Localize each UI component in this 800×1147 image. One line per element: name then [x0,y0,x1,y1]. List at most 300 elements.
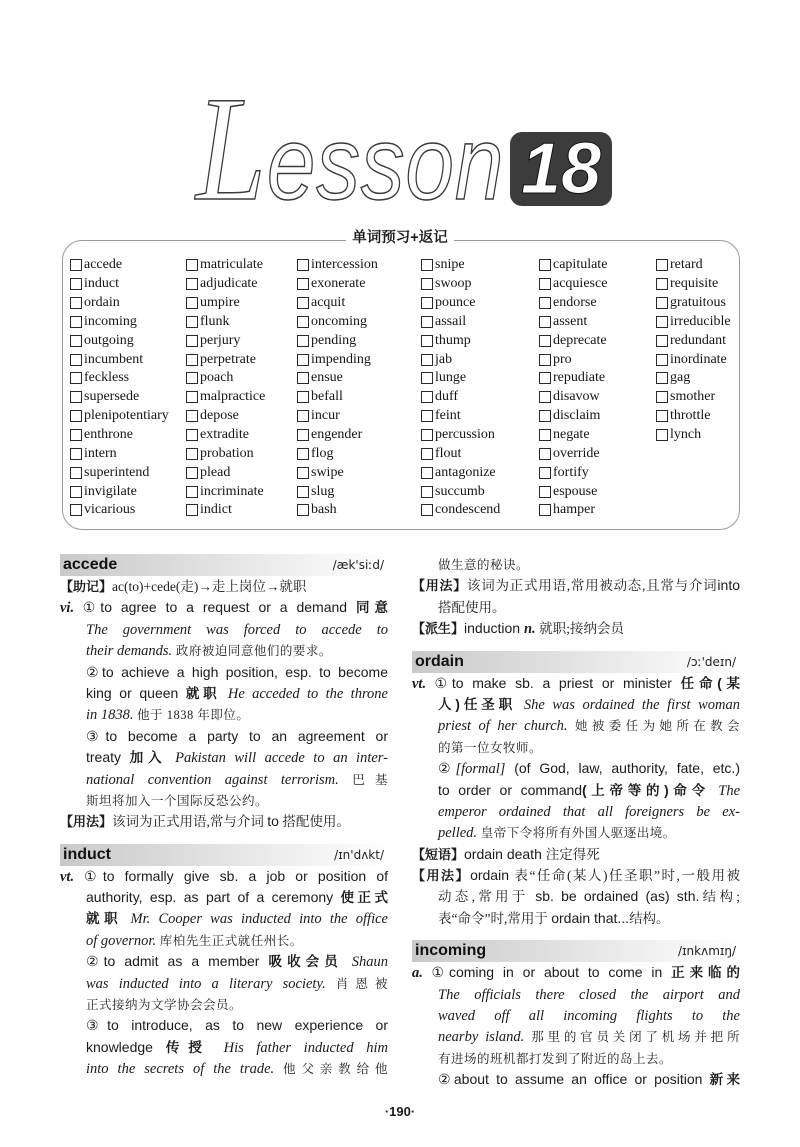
text-line [412,758,740,779]
definition-text: ②to admit as a member [86,953,269,970]
word-item [539,294,656,313]
word-text: pounce [435,295,476,311]
word-column [297,256,421,520]
checkbox-icon [297,372,309,384]
chinese-gloss: 新来 [709,1072,741,1088]
word-text: percussion [435,427,495,443]
text-line [412,984,740,1005]
word-item [656,407,740,426]
example-translation: 斯坦将加入一个国际反恐公约。 [86,793,269,808]
word-text: override [553,445,600,461]
checkbox-icon [656,391,668,403]
pronunciation: /ɔː'deɪn/ [686,654,736,669]
checkbox-icon [539,429,551,441]
checkbox-icon [421,467,433,479]
word-item [421,501,539,520]
word-text: umpire [200,295,240,311]
word-item [70,294,186,313]
word-item [70,331,186,350]
example-translation: 巴基 [352,772,388,787]
word-text: vicarious [84,502,136,518]
word-item [297,369,421,388]
definition-text: (of God, law, authority, fate, etc.) [505,760,740,777]
text-line [60,747,388,768]
example-sentence: Shaun [351,954,388,971]
word-item [421,463,539,482]
word-text: poach [200,370,234,386]
part-of-speech: vi. [60,600,83,617]
word-text: impending [311,351,371,367]
word-text: succumb [435,483,485,499]
example-translation: 那里的官员关闭了机场并把所 [531,1030,740,1045]
word-item [186,294,297,313]
word-item [539,256,656,275]
text-line [60,662,388,683]
word-text: feckless [84,370,130,386]
pronunciation: /æk'siːd/ [332,558,384,572]
example-translation: 政府被迫同意他们的要求。 [175,644,332,659]
word-item [297,256,421,275]
part-of-speech: vt. [60,868,84,885]
checkbox-icon [186,410,198,422]
text-line [412,908,740,929]
word-text: requisite [670,276,719,292]
checkbox-icon [70,297,82,309]
chinese-gloss: 加入 [129,750,176,766]
checkbox-icon [539,504,551,516]
example-sentence: She was ordained the first woman [523,696,740,713]
word-text: hamper [553,502,595,518]
definition-text: ③to introduce, as to new experience or [86,1017,388,1034]
word-item [186,313,297,332]
checkbox-icon [70,486,82,498]
text-line [412,597,740,618]
word-item [421,275,539,294]
word-text: condescend [435,502,501,518]
checkbox-icon [656,259,668,271]
word-item [70,463,186,482]
text-line [412,618,740,639]
word-text: pending [311,332,357,348]
word-text: swoop [435,276,472,292]
checkbox-icon [656,410,668,422]
word-text: bash [311,502,337,518]
checkbox-icon [70,429,82,441]
example-sentence: into the secrets of the trade. [86,1061,284,1078]
checkbox-icon [297,335,309,347]
word-text: espouse [553,483,598,499]
chinese-gloss: 传授 [165,1039,224,1055]
definition-text: sb. be ordained (as) sth. [535,888,700,905]
word-item [186,501,297,520]
example-sentence: of governor. [86,932,160,949]
word-column [421,256,539,520]
example-sentence: He acceded to the throne [227,685,388,702]
example-sentence: in 1838. [86,707,138,724]
text-line [60,930,388,951]
word-text: acquiesce [553,276,608,292]
word-item [421,482,539,501]
example-sentence: His father inducted him [223,1039,388,1056]
word-text: incriminate [200,483,264,499]
word-item [297,331,421,350]
definition-text: ordain death [464,845,546,862]
checkbox-icon [297,316,309,328]
example-sentence: their demands. [86,643,176,660]
definition-text: king or queen [86,684,186,701]
word-item [421,426,539,445]
word-item [186,407,297,426]
word-text: incoming [84,313,137,329]
text-line [60,619,388,640]
word-item [297,407,421,426]
section-label: 【用法】 [412,578,467,594]
word-item [656,426,740,445]
word-text: lynch [670,427,702,443]
text-line [412,1026,740,1047]
definition-text: knowledge [86,1038,166,1055]
text-line [412,822,740,843]
text-line [412,673,740,694]
word-item [297,275,421,294]
word-text: oncoming [311,313,367,329]
word-text: indict [200,502,232,518]
word-item [297,463,421,482]
checkbox-icon [421,316,433,328]
example-translation: 有进场的班机都打发到了附近的岛上去。 [438,1051,673,1066]
text-line [60,994,388,1015]
word-text: repudiate [553,370,606,386]
example-sentence: The government was forced to accede to [86,621,388,638]
word-item [539,275,656,294]
word-text: endorse [553,295,597,311]
checkbox-icon [186,448,198,460]
word-item [421,350,539,369]
definition-text: induction [464,620,524,637]
example-sentence: national convention against terrorism. [86,771,353,788]
word-text: induct [84,276,119,292]
checkbox-icon [297,259,309,271]
lesson-number-badge: 18 [510,132,612,206]
headword: ordain [415,652,464,670]
text-line [60,1015,388,1036]
word-text: flunk [200,313,230,329]
word-item [539,350,656,369]
word-item [70,407,186,426]
example-translation: 她被委任为她所在教会 [575,719,740,734]
checkbox-icon [70,448,82,460]
checkbox-icon [297,486,309,498]
checkbox-icon [539,372,551,384]
checkbox-icon [186,486,198,498]
word-text: perjury [200,332,241,348]
word-text: pro [553,351,572,367]
definition-text: ①to agree to a request or a demand [82,599,356,616]
checkbox-icon [186,354,198,366]
right-column [412,554,740,1091]
word-item [656,313,740,332]
word-item [186,275,297,294]
word-item [539,444,656,463]
checkbox-icon [297,410,309,422]
word-text: plenipotentiary [84,408,169,424]
checkbox-icon [539,448,551,460]
word-item [70,501,186,520]
word-text: superintend [84,464,150,480]
text-line [60,790,388,811]
word-text: ensue [311,370,343,386]
part-of-speech: a. [412,965,432,982]
word-item [539,331,656,350]
word-item [421,294,539,313]
word-item [539,463,656,482]
word-text: slug [311,483,335,499]
section-label: 【短语】 [412,846,465,862]
checkbox-icon [421,504,433,516]
word-item [421,444,539,463]
checkbox-icon [70,467,82,479]
note-text: 注定得死 [545,846,600,862]
word-text: engender [311,427,363,443]
word-item [70,444,186,463]
checkbox-icon [70,504,82,516]
checkbox-icon [70,278,82,290]
example-translation: 皇帝下令将所有外国人驱逐出境。 [480,826,676,841]
checkbox-icon [421,335,433,347]
word-text: perpetrate [200,351,256,367]
definition-text: into [717,577,740,594]
word-item [656,294,740,313]
word-item [656,369,740,388]
checkbox-icon [539,278,551,290]
checkbox-icon [656,354,668,366]
section-label: 【用法】 [412,868,471,884]
word-column [539,256,656,520]
checkbox-icon [421,354,433,366]
chinese-gloss: (上帝等的)命令 [582,782,719,798]
definition-text: ② [438,760,456,777]
word-item [186,482,297,501]
word-item [70,350,186,369]
word-text: deprecate [553,332,607,348]
checkbox-icon [297,467,309,479]
lesson-title-word: Lesson [196,66,505,232]
word-text: capitulate [553,257,608,273]
definition-text: treaty [86,749,130,766]
text-line [60,769,388,790]
word-item [656,388,740,407]
checkbox-icon [70,410,82,422]
checkbox-icon [186,429,198,441]
checkbox-icon [186,278,198,290]
checkbox-icon [186,297,198,309]
word-text: incur [311,408,340,424]
word-text: accede [84,257,123,273]
part-of-speech: n. [523,621,540,638]
word-text: supersede [84,389,140,405]
word-text: intercession [311,257,378,273]
checkbox-icon [656,429,668,441]
example-sentence: The [718,782,740,799]
note-text: 结构; [699,889,740,905]
word-text: assent [553,313,588,329]
word-item [421,256,539,275]
text-line [60,887,388,908]
word-text: assail [435,313,467,329]
headword: induct [63,845,111,863]
checkbox-icon [421,278,433,290]
pronunciation: /ɪn'dʌkt/ [334,847,384,862]
checkbox-icon [539,316,551,328]
word-text: gratuitous [670,295,726,311]
word-text: throttle [670,408,711,424]
checkbox-icon [421,410,433,422]
word-item [70,482,186,501]
word-item [297,313,421,332]
word-text: adjudicate [200,276,258,292]
part-of-speech: vt. [412,675,435,692]
checkbox-icon [186,372,198,384]
word-item [70,369,186,388]
example-sentence: Pakistan will accede to an inter- [175,750,388,767]
chinese-gloss: 就职 [86,911,131,927]
checkbox-icon [186,391,198,403]
word-text: intern [84,445,117,461]
word-item [421,388,539,407]
preview-title-bar [0,229,800,247]
word-text: outgoing [84,332,134,348]
text-line [60,866,388,887]
checkbox-icon [539,467,551,479]
pronunciation: /ɪnkʌmɪŋ/ [678,944,736,959]
headword-bar [60,554,388,576]
word-item [186,426,297,445]
definition-text: to [267,813,279,830]
word-item [539,369,656,388]
checkbox-icon [656,316,668,328]
chinese-gloss: 任命(某 [680,675,741,691]
word-item [656,331,740,350]
word-text: disavow [553,389,600,405]
example-sentence: pelled. [438,825,481,842]
checkbox-icon [656,278,668,290]
checkbox-icon [297,297,309,309]
text-line [60,726,388,747]
word-text: feint [435,408,461,424]
example-sentence: Mr. Cooper was inducted into the office [130,911,388,928]
text-line [60,640,388,661]
text-line [412,1048,740,1069]
word-text: matriculate [200,257,263,273]
word-item [539,388,656,407]
checkbox-icon [539,335,551,347]
checkbox-icon [186,467,198,479]
checkbox-icon [656,335,668,347]
word-item [186,256,297,275]
word-text: flog [311,445,334,461]
definition-text: ordain [470,867,515,884]
word-text: snipe [435,257,465,273]
word-text: malpractice [200,389,266,405]
word-item [297,426,421,445]
word-text: disclaim [553,408,601,424]
text-line [60,811,388,832]
text-line [412,886,740,907]
word-item [297,444,421,463]
word-text: gag [670,370,691,386]
definition-text: ordain that... [551,909,630,926]
checkbox-icon [421,429,433,441]
note-text: 结构。 [629,910,670,926]
checkbox-icon [421,486,433,498]
section-label: 【用法】 [60,814,113,830]
checkbox-icon [539,297,551,309]
example-sentence: nearby island. [438,1029,532,1046]
word-item [421,407,539,426]
definition-text: ①to make sb. a priest or minister [434,674,681,691]
word-text: duff [435,389,459,405]
word-column [656,256,740,520]
text-line [60,973,388,994]
word-item [539,501,656,520]
checkbox-icon [186,504,198,516]
word-text: swipe [311,464,344,480]
text-line [412,715,740,736]
note-text: 动态,常用于 [438,889,536,905]
word-item [186,463,297,482]
checkbox-icon [70,316,82,328]
example-sentence: The officials there closed the airport and [438,986,740,1003]
checkbox-icon [297,448,309,460]
chinese-gloss: 使正式 [340,890,389,906]
word-item [186,331,297,350]
word-text: thump [435,332,471,348]
checkbox-icon [421,372,433,384]
checkbox-icon [186,259,198,271]
note-text: 该词为正式用语,常与介词 [112,814,268,830]
word-column [186,256,297,520]
text-line [412,1005,740,1026]
word-text: probation [200,445,254,461]
word-item [297,501,421,520]
text-line [412,1069,740,1090]
text-line [412,575,740,596]
text-line [60,908,388,929]
word-text: extradite [200,427,249,443]
note-text: 该词为正式用语,常用被动态,且常与介词 [466,578,718,594]
word-text: lunge [435,370,467,386]
section-label: 【派生】 [412,621,465,637]
word-text: plead [200,464,231,480]
word-item [297,388,421,407]
checkbox-icon [186,316,198,328]
checkbox-icon [421,297,433,309]
text-line [412,844,740,865]
text-line [60,683,388,704]
word-item [186,350,297,369]
chinese-gloss: 同意 [356,600,389,616]
section-label: 【助记】 [60,579,113,594]
chinese-gloss: 人)任圣职 [438,696,524,712]
note-text: ac(to)+cede(走)→走上岗位→就职 [112,579,307,594]
text-line [412,554,740,575]
checkbox-icon [539,410,551,422]
headword-bar [412,940,740,962]
checkbox-icon [297,354,309,366]
checkbox-icon [70,372,82,384]
checkbox-icon [421,259,433,271]
checkbox-icon [656,372,668,384]
